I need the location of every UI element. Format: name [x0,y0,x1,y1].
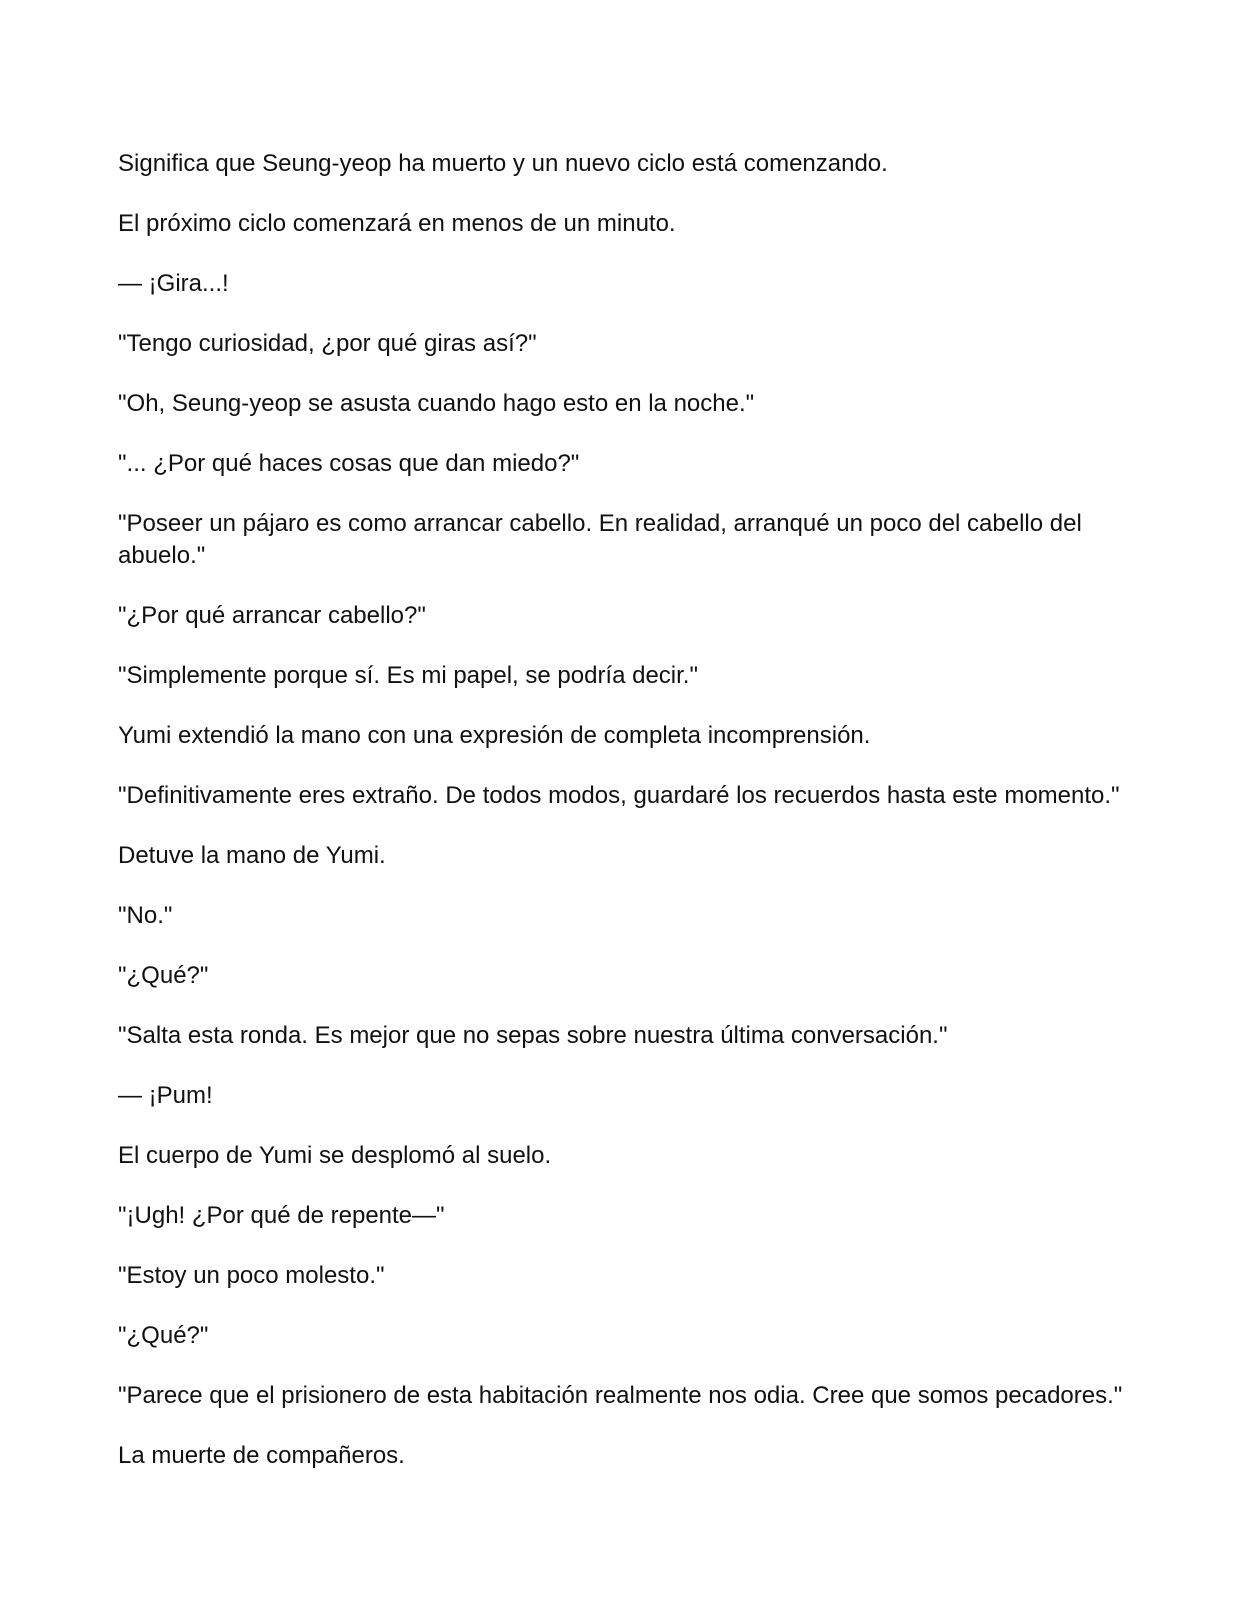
paragraph: "¡Ugh! ¿Por qué de repente—" [118,1202,445,1229]
paragraph: Detuve la mano de Yumi. [118,842,386,869]
paragraph: — ¡Gira...! [118,270,229,297]
paragraph: "Tengo curiosidad, ¿por qué giras así?" [118,330,537,357]
paragraph: Yumi extendió la mano con una expresión de completa incomprensión. [118,722,871,749]
paragraph: El próximo ciclo comenzará en menos de un minuto. [118,210,676,237]
paragraph: El cuerpo de Yumi se desplomó al suelo. [118,1142,552,1169]
paragraph: "¿Por qué arrancar cabello?" [118,602,426,629]
paragraph: "Simplemente porque sí. Es mi papel, se podría decir." [118,662,698,689]
paragraph: "Oh, Seung-yeop se asusta cuando hago esto en la noche." [118,390,755,417]
text-body [118,148,1128,1500]
paragraph: La muerte de compañeros. [118,1442,405,1469]
paragraph: "Estoy un poco molesto." [118,1262,385,1289]
paragraph: "Salta esta ronda. Es mejor que no sepas sobre nuestra última conversación." [118,1022,948,1049]
paragraph: "Parece que el prisionero de esta habitación realmente nos odia. Cree que somos pecadores." [118,1382,1123,1409]
paragraph: "No." [118,902,173,929]
paragraph: "¿Qué?" [118,1322,209,1349]
paragraph: — ¡Pum! [118,1082,213,1109]
paragraph: "... ¿Por qué haces cosas que dan miedo?" [118,450,580,477]
paragraph: "¿Qué?" [118,962,209,989]
paragraph: Significa que Seung-yeop ha muerto y un nuevo ciclo está comenzando. [118,150,888,177]
paragraph: "Poseer un pájaro es como arrancar cabello. En realidad, arranqué un poco del cabello del abuelo." [118,510,1082,569]
paragraph: "Definitivamente eres extraño. De todos modos, guardaré los recuerdos hasta este momento." [118,782,1120,809]
